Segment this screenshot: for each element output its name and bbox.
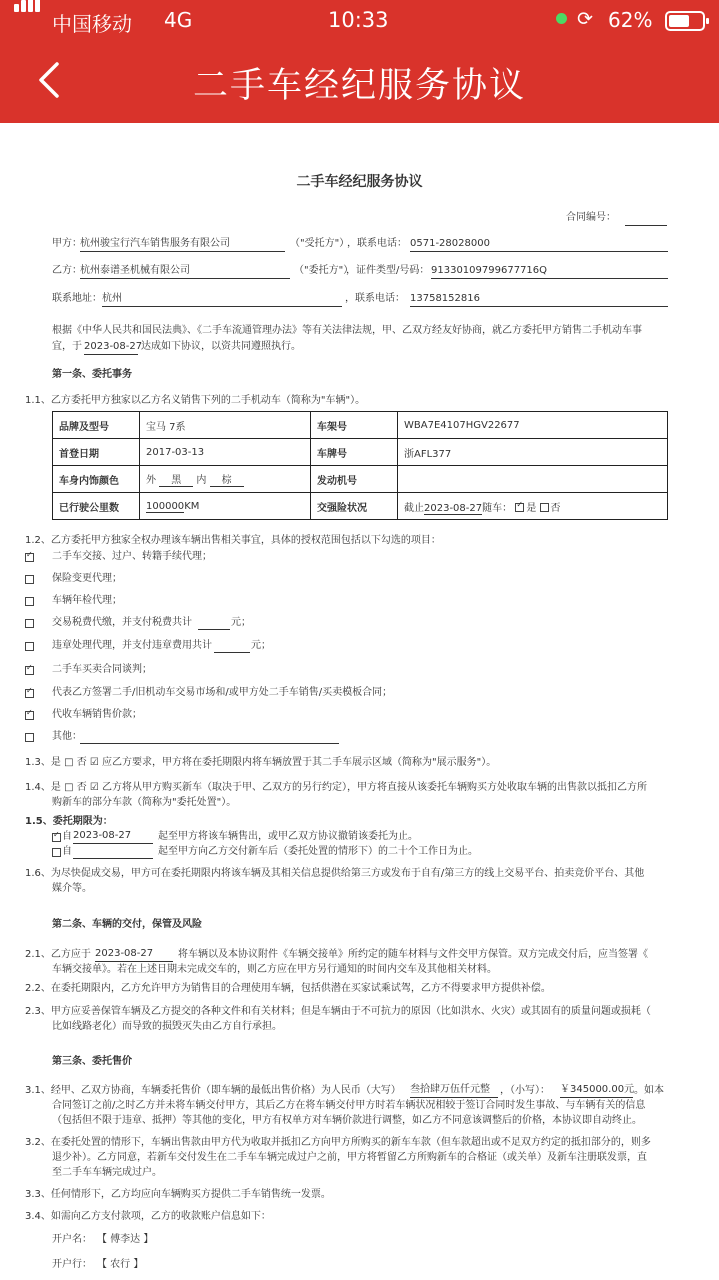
price-small-label: ，（小写）：: [500, 1085, 550, 1096]
table-cell: 已行驶公里数: [53, 493, 140, 520]
address-value: 杭州: [102, 292, 342, 307]
term-start-date: 2023-08-27: [73, 829, 153, 844]
checkbox-icon[interactable]: [25, 733, 34, 742]
clause-1-4: 1.4、是 □ 否 ☑ 乙方将从甲方购买新车（取决于甲、乙双方的另行约定），甲方将直接从该委托车辆购买方处收取车辆的出售款以抵扣乙方所: [25, 782, 648, 793]
clause-3-1: 3.1、经甲、乙双方协商，车辆委托售价（即车辆的最低出售价格）为人民币（大写）: [25, 1085, 401, 1096]
intro-date: 2023-08-27: [84, 340, 138, 355]
account-name: 【 傅李达 】: [97, 1234, 154, 1245]
clause-3-1-cont: 合同签订之前/之时乙方并未将车辆交付甲方，其后乙方在将车辆交付甲方时若车辆状况相较于签订合同时发生事故、与车辆有关的信息: [52, 1100, 646, 1111]
option-suffix: 元；: [251, 640, 271, 651]
clause-1-4-cont: 购新车的部分车款（简称为"委托处置"）。: [52, 797, 237, 808]
price-in-words: 叁拾肆万伍仟元整: [410, 1083, 498, 1098]
table-cell: 浙AFL377: [398, 439, 668, 466]
section-1-heading: 第一条、委托事务: [52, 369, 132, 380]
checkbox-checked-icon[interactable]: [515, 503, 524, 512]
color-outer-value: 黑: [159, 471, 193, 487]
intro-text-2a: 宜，于: [52, 341, 82, 352]
term-from-label: 自: [62, 831, 72, 842]
account-name-label: 开户名：: [52, 1234, 92, 1245]
clause-2-1-cont: 车辆交接单》。若在上述日期未完成交车的，则乙方应在甲方另行通知的时间内交车及其他相关材料。: [52, 964, 497, 975]
bank-name: 【 农行 】: [97, 1259, 144, 1270]
section-3-heading: 第三条、委托售价: [52, 1056, 132, 1067]
checkbox-icon[interactable]: [25, 619, 34, 628]
contract-no-label: 合同编号：: [566, 212, 616, 223]
table-row: [53, 466, 668, 493]
option-label: 二手车交接、过户、转籍手续代理；: [52, 551, 212, 562]
term-from-label: 自: [62, 846, 72, 857]
checkbox-icon[interactable]: [25, 597, 34, 606]
checkbox-checked-icon[interactable]: [25, 689, 34, 698]
checkbox-icon[interactable]: [25, 575, 34, 584]
option-label: 车辆年检代理；: [52, 595, 122, 606]
price-in-numbers: ￥345000.00元: [560, 1083, 633, 1098]
table-cell: 品牌及型号: [53, 412, 140, 439]
term-option-a: 起至甲方将该车辆售出，或甲乙双方协议撤销该委托为止。: [158, 831, 418, 842]
doc-title: 二手车经纪服务协议: [296, 174, 423, 190]
table-cell: [140, 493, 311, 520]
bank-label: 开户行：: [52, 1259, 92, 1270]
insurance-date: 2023-08-27: [424, 502, 483, 514]
mileage-unit: KM: [184, 500, 200, 512]
table-cell: 车身内饰颜色: [53, 466, 140, 493]
clause-1-3: 1.3、是 □ 否 ☑ 应乙方要求，甲方将在委托期限内将车辆放置于其二手车展示区域（简称为"展示服务"）。: [25, 757, 497, 768]
color-inner-label: 内: [196, 475, 207, 486]
checkbox-icon[interactable]: [52, 848, 61, 857]
table-row: [53, 493, 668, 520]
violation-amount-field: [214, 638, 250, 653]
status-time: 10:33: [328, 8, 389, 32]
clause-3-2-cont: 退少补）。乙方同意，若新车交付发生在二手车车辆完成过户之前，甲方将暂留乙方所购新车的合格证（或关单）及新车注册联发票，直: [52, 1152, 647, 1163]
address-phone-label: ，联系电话：: [345, 293, 405, 304]
page-title: 二手车经纪服务协议: [192, 66, 526, 106]
clause-2-1: 2.1、乙方应于: [25, 949, 91, 960]
handover-date: 2023-08-27: [95, 947, 173, 962]
clause-2-3-cont: 比如线路老化）而导致的损毁灭失由乙方自行承担。: [52, 1021, 282, 1032]
network-type: 4G: [164, 8, 193, 32]
clause-1-1: 1.1、乙方委托甲方独家以乙方名义销售下列的二手机动车（简称为"车辆"）。: [25, 395, 366, 406]
party-a-phone-label: ，联系电话：: [347, 238, 407, 249]
party-a-phone: 0571-28028000: [410, 237, 668, 252]
table-cell: [140, 466, 311, 493]
insurance-yes: 是: [526, 502, 537, 514]
checkbox-checked-icon[interactable]: [25, 553, 34, 562]
option-label: 交易税费代缴，并支付税费共计: [52, 617, 192, 628]
option-label: 二手车买卖合同谈判；: [52, 664, 152, 675]
vehicle-table: [52, 411, 668, 520]
clause-3-4: 3.4、如需向乙方支付款项，乙方的收款账户信息如下：: [25, 1211, 271, 1222]
option-label: 代表乙方签署二手/旧机动车交易市场和/或甲方处二手车销售/买卖模板合同；: [52, 687, 393, 698]
insurance-until-label: 截止: [404, 502, 424, 514]
color-outer-label: 外: [146, 475, 156, 486]
table-cell: 车牌号: [311, 439, 398, 466]
checkbox-icon[interactable]: [540, 503, 549, 512]
clause-2-2: 2.2、在委托期限内，乙方允许甲方为销售目的合理使用车辆，包括供潜在买家试乘试驾，乙方不得要求甲方提供补偿。: [25, 983, 551, 994]
party-a-label: 甲方：: [52, 238, 82, 249]
table-cell: 首登日期: [53, 439, 140, 466]
party-a-role: （"受托方"）: [290, 238, 350, 249]
party-b-name: 杭州泰谱圣机械有限公司: [80, 264, 290, 279]
option-suffix: 元；: [231, 617, 251, 628]
table-cell: 2017-03-13: [140, 439, 311, 466]
app-header: [0, 0, 719, 123]
term-start-date-b: [73, 844, 153, 859]
checkbox-icon[interactable]: [25, 642, 34, 651]
contract-no-field: [625, 211, 667, 226]
table-cell: 宝马 7系: [140, 412, 311, 439]
option-label: 违章处理代理，并支付违章费用共计: [52, 640, 212, 651]
clause-3-1-cont2: （包括但不限于违章、抵押）等其他的变化，甲方有权单方对车辆价款进行调整，如乙方不同意该调整后的价格，本协议即自动终止。: [52, 1115, 642, 1126]
checkbox-checked-icon[interactable]: [52, 833, 61, 842]
section-2-heading: 第二条、车辆的交付，保管及风险: [52, 919, 202, 930]
address-label: 联系地址：: [52, 293, 102, 304]
clause-1-6: 1.6、为尽快促成交易，甲方可在委托期限内将该车辆及其相关信息提供给第三方或发布于自有/第三方的线上交易平台、拍卖竞价平台、其他: [25, 868, 645, 879]
insurance-with-car-label: 随车：: [482, 502, 513, 514]
clause-1-6-cont: 媒介等。: [52, 883, 92, 894]
clause-1-2: 1.2、乙方委托甲方独家全权办理该车辆出售相关事宜，具体的授权范围包括以下勾选的项目：: [25, 535, 441, 546]
battery-icon: [665, 11, 705, 31]
table-row: [53, 412, 668, 439]
table-cell: 发动机号: [311, 466, 398, 493]
party-b-role: （"委托方"）: [294, 265, 354, 276]
table-row: [53, 439, 668, 466]
party-b-id: 91330109799677716Q: [431, 264, 668, 279]
clause-1-5: 1.5、委托期限为：: [25, 816, 113, 827]
tax-amount-field: [198, 615, 230, 630]
rotation-lock-icon: ⟳: [577, 8, 593, 30]
party-b-id-label: ，证件类型/号码：: [346, 265, 430, 276]
clause-2-1-b: 将车辆以及本协议附件《车辆交接单》所约定的随车材料与文件交甲方保管。双方完成交付后，应当签署《: [178, 949, 648, 960]
option-label: 代收车辆销售价款；: [52, 709, 142, 720]
clause-3-2: 3.2、在委托处置的情形下，车辆出售款由甲方代为收取并抵扣乙方向甲方所购买的新车车款（但车款超出或不足双方约定的抵扣部分的，则多: [25, 1137, 651, 1148]
insurance-no: 否: [550, 502, 561, 514]
color-inner-value: 棕: [210, 471, 244, 487]
other-field: [80, 729, 339, 744]
intro-text-2b: 达成如下协议，以资共同遵照执行。: [141, 341, 301, 352]
clause-3-3: 3.3、任何情形下，乙方均应向车辆购买方提供二手车销售统一发票。: [25, 1189, 331, 1200]
address-phone: 13758152816: [410, 292, 668, 307]
table-cell: 车架号: [311, 412, 398, 439]
party-b-label: 乙方：: [52, 265, 82, 276]
clause-3-2-cont2: 至二手车车辆完成过户。: [52, 1167, 162, 1178]
green-dot-icon: [556, 13, 567, 24]
party-a-name: 杭州骏宝行汽车销售服务有限公司: [80, 237, 285, 252]
carrier-name: 中国移动: [52, 12, 132, 36]
clause-2-3: 2.3、甲方应妥善保管车辆及乙方提交的各种文件和有关材料；但是车辆由于不可抗力的原因（比如洪水、火灾）或其固有的质量问题或损耗（: [25, 1006, 651, 1017]
checkbox-checked-icon[interactable]: [25, 666, 34, 675]
table-cell: 交强险状况: [311, 493, 398, 520]
table-cell: WBA7E4107HGV22677: [398, 412, 668, 439]
clause-3-1-c: 。如本: [634, 1085, 664, 1096]
term-option-b: 起至甲方向乙方交付新车后（委托处置的情形下）的二十个工作日为止。: [158, 846, 478, 857]
mileage-value: 100000: [146, 500, 185, 512]
contract-document: [0, 123, 719, 1280]
intro-text: 根据《中华人民共和国民法典》、《二手车流通管理办法》等有关法律法规，甲、乙双方经友好协商，就乙方委托甲方销售二手机动车事: [52, 325, 642, 336]
table-cell: [398, 466, 668, 493]
battery-percent: 62%: [608, 8, 653, 32]
table-cell: [398, 493, 668, 520]
checkbox-checked-icon[interactable]: [25, 711, 34, 720]
option-label: 保险变更代理；: [52, 573, 122, 584]
option-label: 其他：: [52, 731, 82, 742]
